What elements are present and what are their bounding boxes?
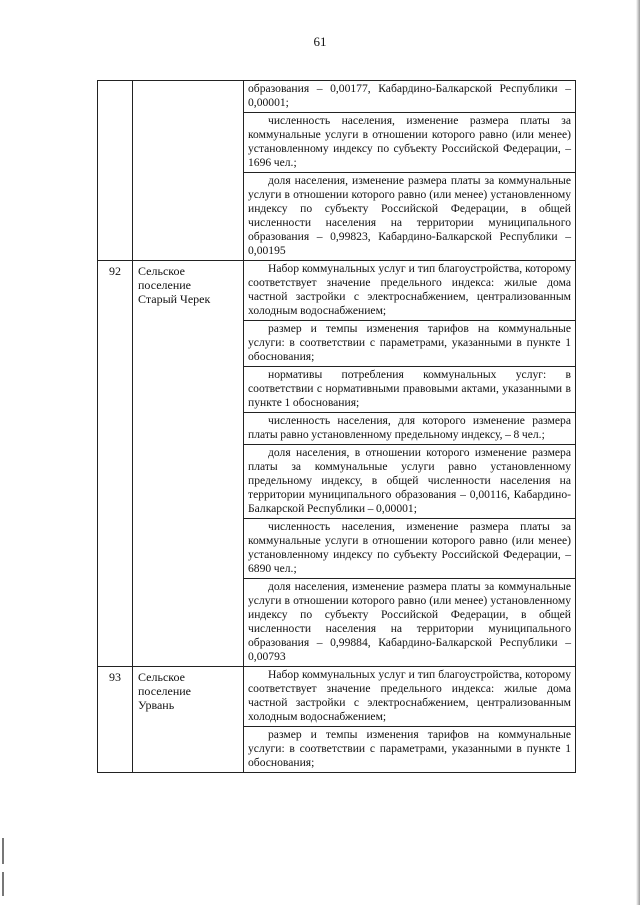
settlement-name-cell — [133, 81, 244, 261]
description-paragraph: численность населения, для которого изменение размера платы равно установленному предельному индексу, – 8 чел.; — [244, 412, 575, 444]
settlement-name-cell — [133, 261, 244, 667]
table-row — [98, 667, 576, 773]
settlement-name-cell — [133, 667, 244, 773]
description-cell — [244, 667, 576, 773]
settlement-name-line: Сельское — [138, 264, 185, 278]
settlement-name-line: поселение — [138, 684, 192, 698]
description-paragraph: доля населения, в отношении которого изменение размера платы за коммунальные услуги равно установленному предельному индексу, в общей численности населения на территории муниципального образования – 0,00116, Кабардино-Балкарской Республики – 0,00001; — [244, 444, 575, 518]
row-number-cell — [98, 261, 133, 667]
description-paragraph: доля населения, изменение размера платы за коммунальные услуги в отношении которого равно (или менее) установленному индексу по субъекту Российской Федерации, в общей численности населения на территории муниципального образования – 0,99823, Кабардино-Балкарской Республики – 0,00195 — [244, 172, 575, 260]
row-number: 93 — [109, 670, 121, 684]
scan-edge-shadow — [636, 0, 640, 905]
description-paragraph: численность населения, изменение размера платы за коммунальные услуги в отношении которого равно (или менее) установленному индексу по субъекту Российской Федерации, – 1696 чел.; — [244, 112, 575, 172]
page-number: 61 — [313, 34, 327, 49]
description-paragraph: численность населения, изменение размера платы за коммунальные услуги в отношении которого равно (или менее) установленному индексу по субъекту Российской Федерации, – 6890 чел.; — [244, 518, 575, 578]
description-cell — [244, 261, 576, 667]
settlement-name-line: Старый Черек — [138, 292, 211, 306]
tariff-table — [97, 80, 576, 773]
table-row — [98, 261, 576, 667]
row-number-cell — [98, 667, 133, 773]
table-row — [98, 81, 576, 261]
description-paragraph: размер и темпы изменения тарифов на коммунальные услуги: в соответствии с параметрами, указанными в пункте 1 обоснования; — [244, 726, 575, 772]
description-paragraph: образования – 0,00177, Кабардино-Балкарской Республики – 0,00001; — [248, 82, 571, 109]
settlement-name-line: Урвань — [138, 698, 175, 712]
row-number-cell — [98, 81, 133, 261]
description-paragraph: Набор коммунальных услуг и тип благоустройства, которому соответствует значение предельного индекса: жилые дома частной застройки с электроснабжением, централизованным холодным водоснабжением; — [248, 668, 571, 723]
description-paragraph: нормативы потребления коммунальных услуг: в соответствии с нормативными правовыми актами, указанными в пункте 1 обоснования; — [244, 366, 575, 412]
description-paragraph: Набор коммунальных услуг и тип благоустройства, которому соответствует значение предельного индекса: жилые дома частной застройки с электроснабжением, централизованным холодным водоснабжением; — [248, 262, 571, 317]
description-cell — [244, 81, 576, 261]
description-paragraph: доля населения, изменение размера платы за коммунальные услуги в отношении которого равно (или менее) установленному индексу по субъекту Российской Федерации, в общей численности населения на территории муниципального образования – 0,99884, Кабардино-Балкарской Республики – 0,00793 — [244, 578, 575, 666]
settlement-name-line: Сельское — [138, 670, 185, 684]
table-body — [98, 81, 576, 773]
settlement-name-line: поселение — [138, 278, 192, 292]
scan-artifact-mark — [2, 838, 4, 864]
scan-artifact-mark — [2, 872, 4, 896]
description-paragraph: размер и темпы изменения тарифов на коммунальные услуги: в соответствии с параметрами, указанными в пункте 1 обоснования; — [244, 320, 575, 366]
row-number: 92 — [109, 264, 121, 278]
